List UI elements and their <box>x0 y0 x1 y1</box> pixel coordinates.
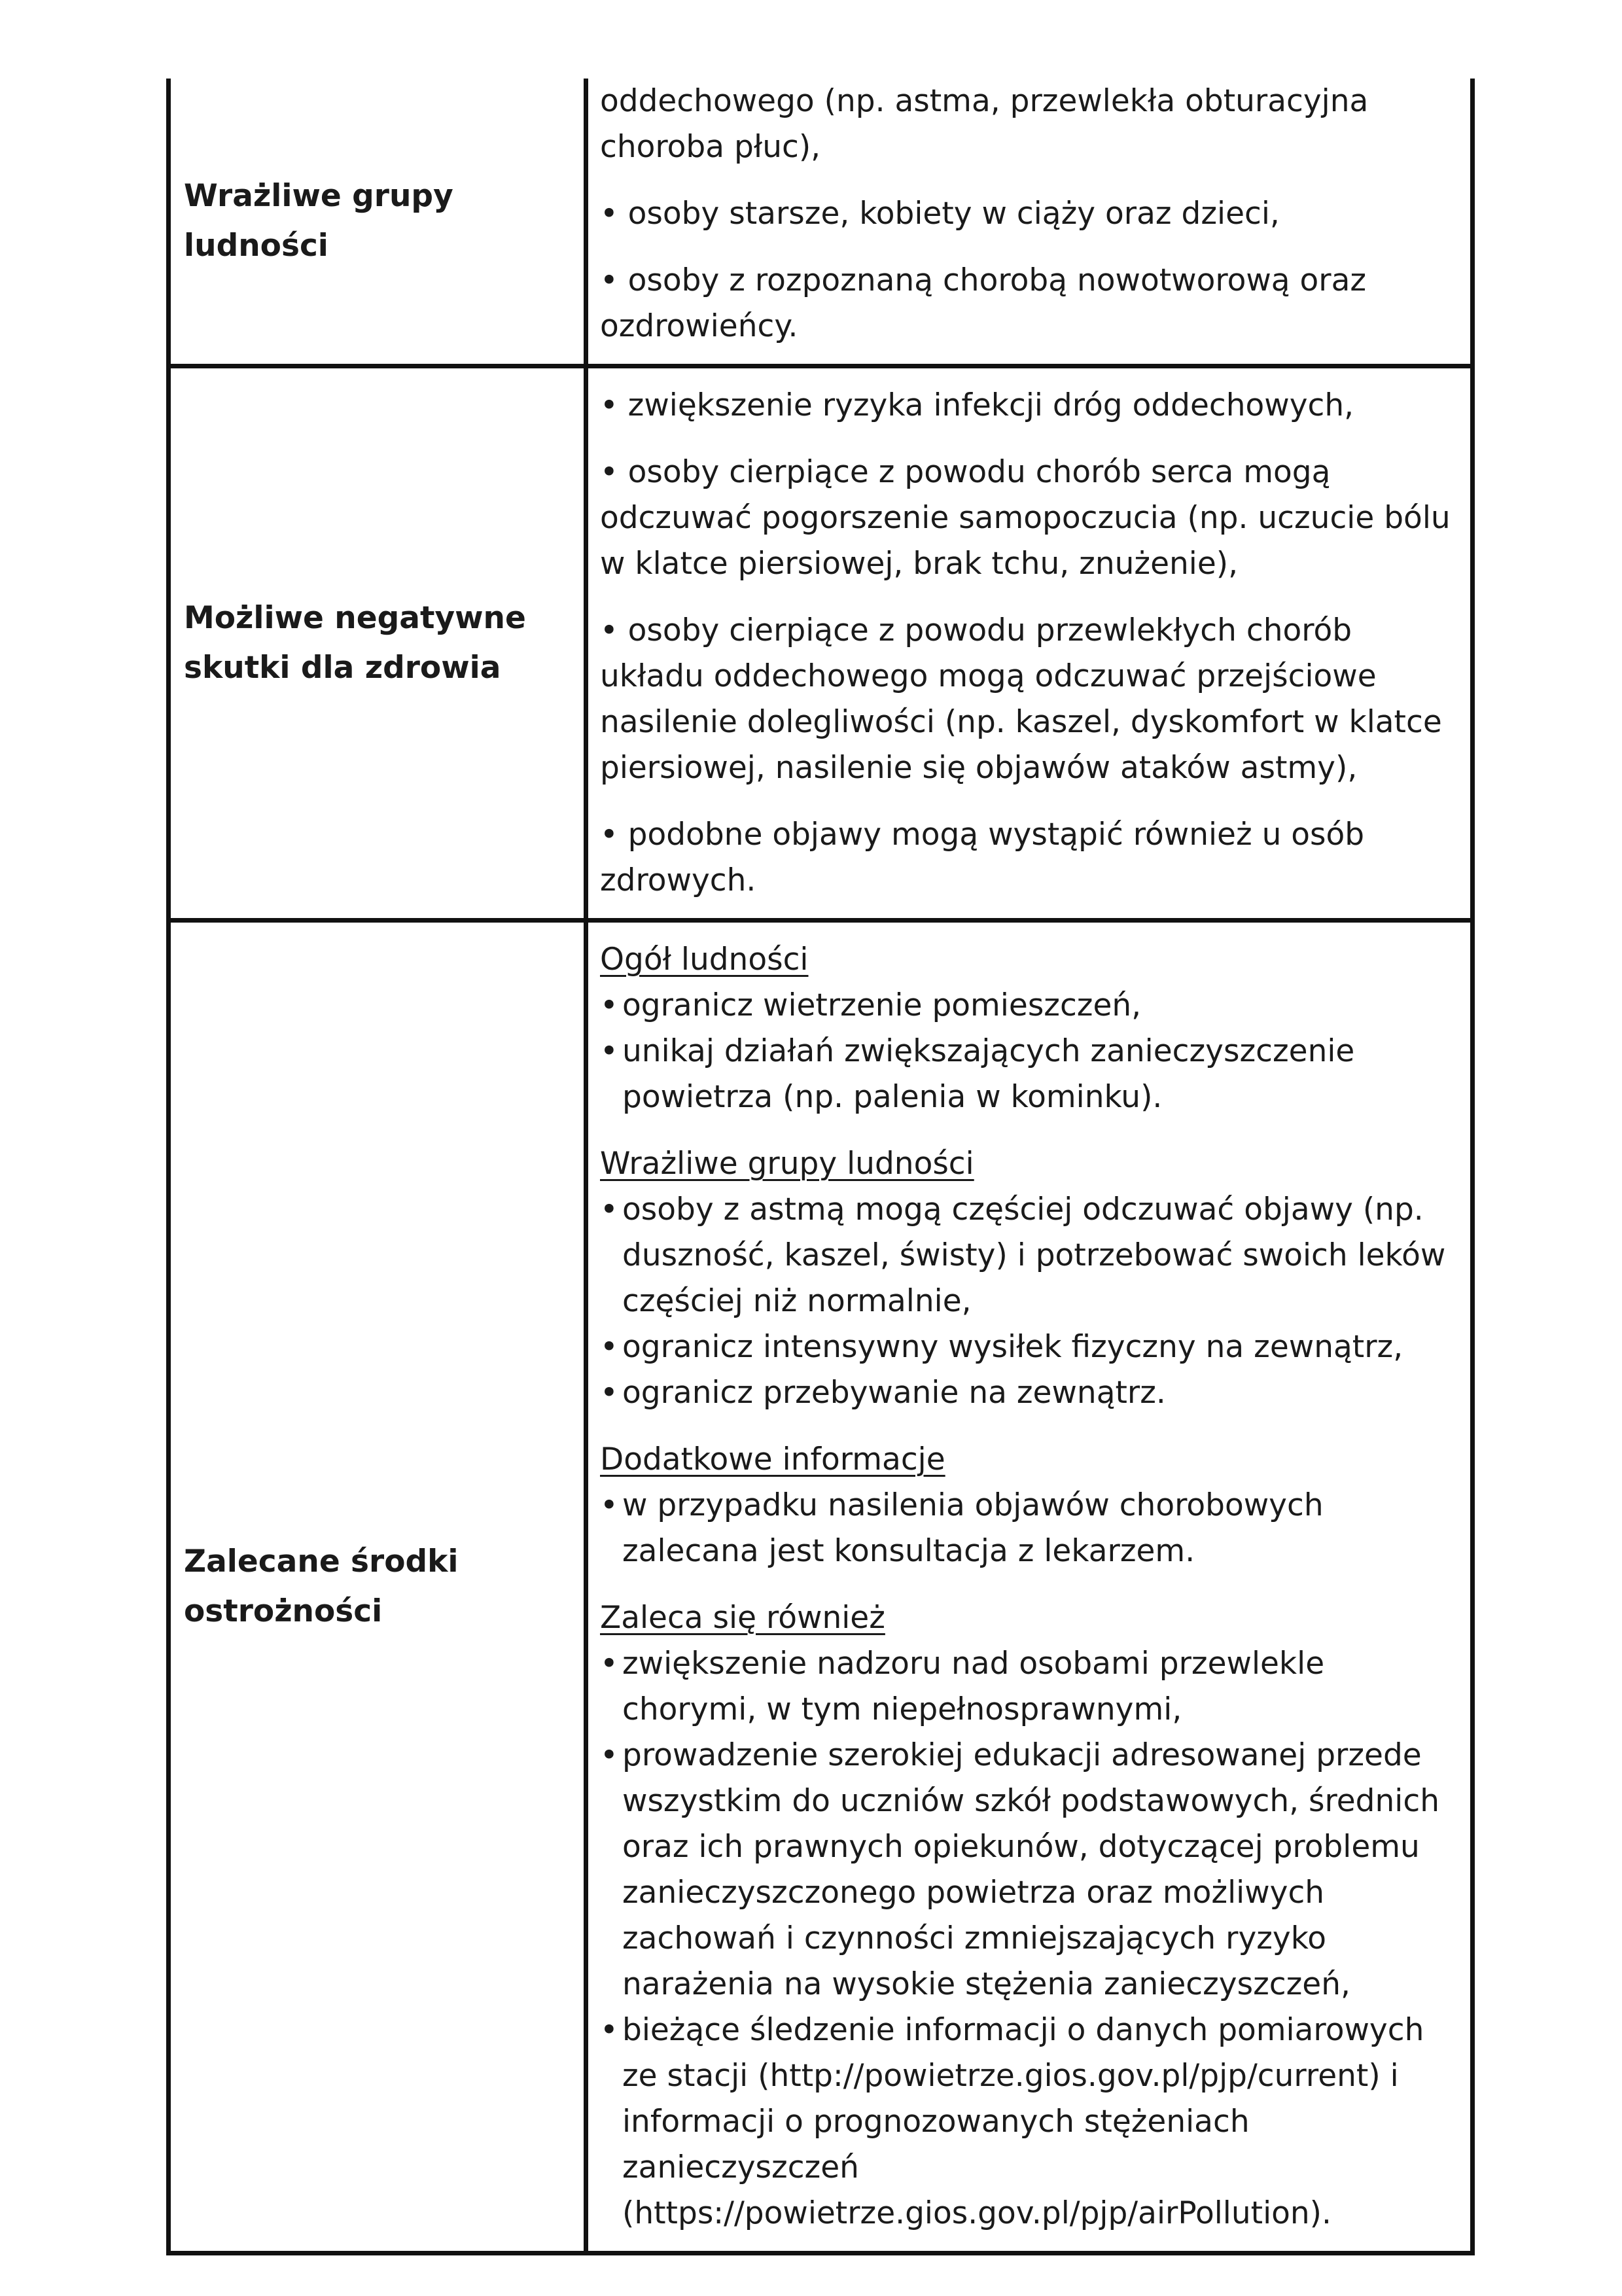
section-general-population <box>600 937 1461 1120</box>
list-item-text: osoby z astmą mogą częściej odczuwać objawy (np. duszność, kaszel, świsty) i potrzebować swoich leków częściej niż normalnie, <box>622 1192 1446 1319</box>
row-label <box>171 923 588 2251</box>
list-item-text: ogranicz przebywanie na zewnątrz. <box>622 1375 1166 1411</box>
bullet-icon: • <box>600 1487 618 1523</box>
list-item-text: ogranicz intensywny wysiłek fizyczny na zewnątrz, <box>622 1329 1403 1365</box>
list-item <box>600 1483 1461 1574</box>
section-heading: Zaleca się również <box>600 1600 885 1636</box>
section-heading: Dodatkowe informacje <box>600 1441 945 1477</box>
section-sensitive-groups <box>600 1141 1461 1416</box>
list-item-text: ogranicz wietrzenie pomieszczeń, <box>622 987 1142 1023</box>
bullet-icon: • <box>600 1192 618 1227</box>
section-heading: Ogół ludności <box>600 942 809 978</box>
table-row-health-effects <box>171 364 1470 918</box>
list-item-text: w przypadku nasilenia objawów chorobowych zalecana jest konsultacja z lekarzem. <box>622 1487 1324 1569</box>
bullet-icon: • <box>600 1737 618 1773</box>
list-item <box>600 1370 1461 1416</box>
list-item <box>600 1029 1461 1120</box>
list-item <box>600 1187 1461 1324</box>
table-row-sensitive-groups <box>171 79 1470 364</box>
paragraph: • podobne objawy mogą wystąpić również u osób zdrowych. <box>600 817 1365 898</box>
paragraph: • zwiększenie ryzyka infekcji dróg oddechowych, <box>600 387 1354 423</box>
list-item <box>600 983 1461 1029</box>
list-item <box>600 2007 1461 2236</box>
section-additional-info <box>600 1437 1461 1574</box>
bullet-icon: • <box>600 1375 618 1411</box>
bullet-icon: • <box>600 987 618 1023</box>
bullet-icon: • <box>600 2012 618 2048</box>
list-item <box>600 1641 1461 1733</box>
paragraph: • osoby cierpiące z powodu chorób serca mogą odczuwać pogorszenie samopoczucia (np. uczucie bólu w klatce piersiowej, brak tchu, znużenie), <box>600 454 1451 582</box>
row-label-text: Zalecane środki ostrożności <box>184 1544 459 1629</box>
row-label <box>171 368 588 918</box>
row-label-text: Wrażliwe grupy ludności <box>184 178 453 264</box>
list-item-text: unikaj działań zwiększających zanieczyszczenie powietrza (np. palenia w kominku). <box>622 1033 1355 1115</box>
section-heading: Wrażliwe grupy ludności <box>600 1146 974 1182</box>
table-row-precautions <box>171 918 1470 2251</box>
paragraph: • osoby z rozpoznaną chorobą nowotworową oraz ozdrowieńcy. <box>600 262 1367 344</box>
row-label-text: Możliwe negatywne skutki dla zdrowia <box>184 600 526 686</box>
row-content <box>588 368 1470 918</box>
paragraph: oddechowego (np. astma, przewlekła obturacyjna choroba płuc), <box>600 83 1369 165</box>
row-label <box>171 79 588 364</box>
section-also-recommended <box>600 1595 1461 2236</box>
list-item-text: zwiększenie nadzoru nad osobami przewlekle chorymi, w tym niepełnosprawnymi, <box>622 1646 1325 1727</box>
bullet-icon: • <box>600 1033 618 1069</box>
row-content <box>588 79 1470 364</box>
list-item <box>600 1733 1461 2007</box>
paragraph: • osoby cierpiące z powodu przewlekłych chorób układu oddechowego mogą odczuwać przejściowe nasilenie dolegliwości (np. kaszel, dyskomfort w klatce piersiowej, nasilenie się objawów ataków astmy), <box>600 612 1442 786</box>
paragraph: • osoby starsze, kobiety w ciąży oraz dzieci, <box>600 196 1280 232</box>
list-item-text: prowadzenie szerokiej edukacji adresowanej przede wszystkim do uczniów szkół podstawowych, średnich oraz ich prawnych opiekunów, dotyczącej problemu zanieczyszczonego powietrza oraz możliwych zachowań i czynności zmniejszających ryzyko narażenia na wysokie stężenia zanieczyszczeń, <box>622 1737 1439 2002</box>
bullet-icon: • <box>600 1329 618 1365</box>
recommendations-table <box>166 79 1475 2255</box>
list-item <box>600 1324 1461 1370</box>
bullet-icon: • <box>600 1646 618 1682</box>
row-content <box>588 923 1470 2251</box>
list-item-text: bieżące śledzenie informacji o danych pomiarowych ze stacji (http://powietrze.gios.gov.pl/pjp/current) i informacji o prognozowanych stężeniach zanieczyszczeń (https://powietrze.gios.gov.pl/pjp/airPollution). <box>622 2012 1424 2231</box>
